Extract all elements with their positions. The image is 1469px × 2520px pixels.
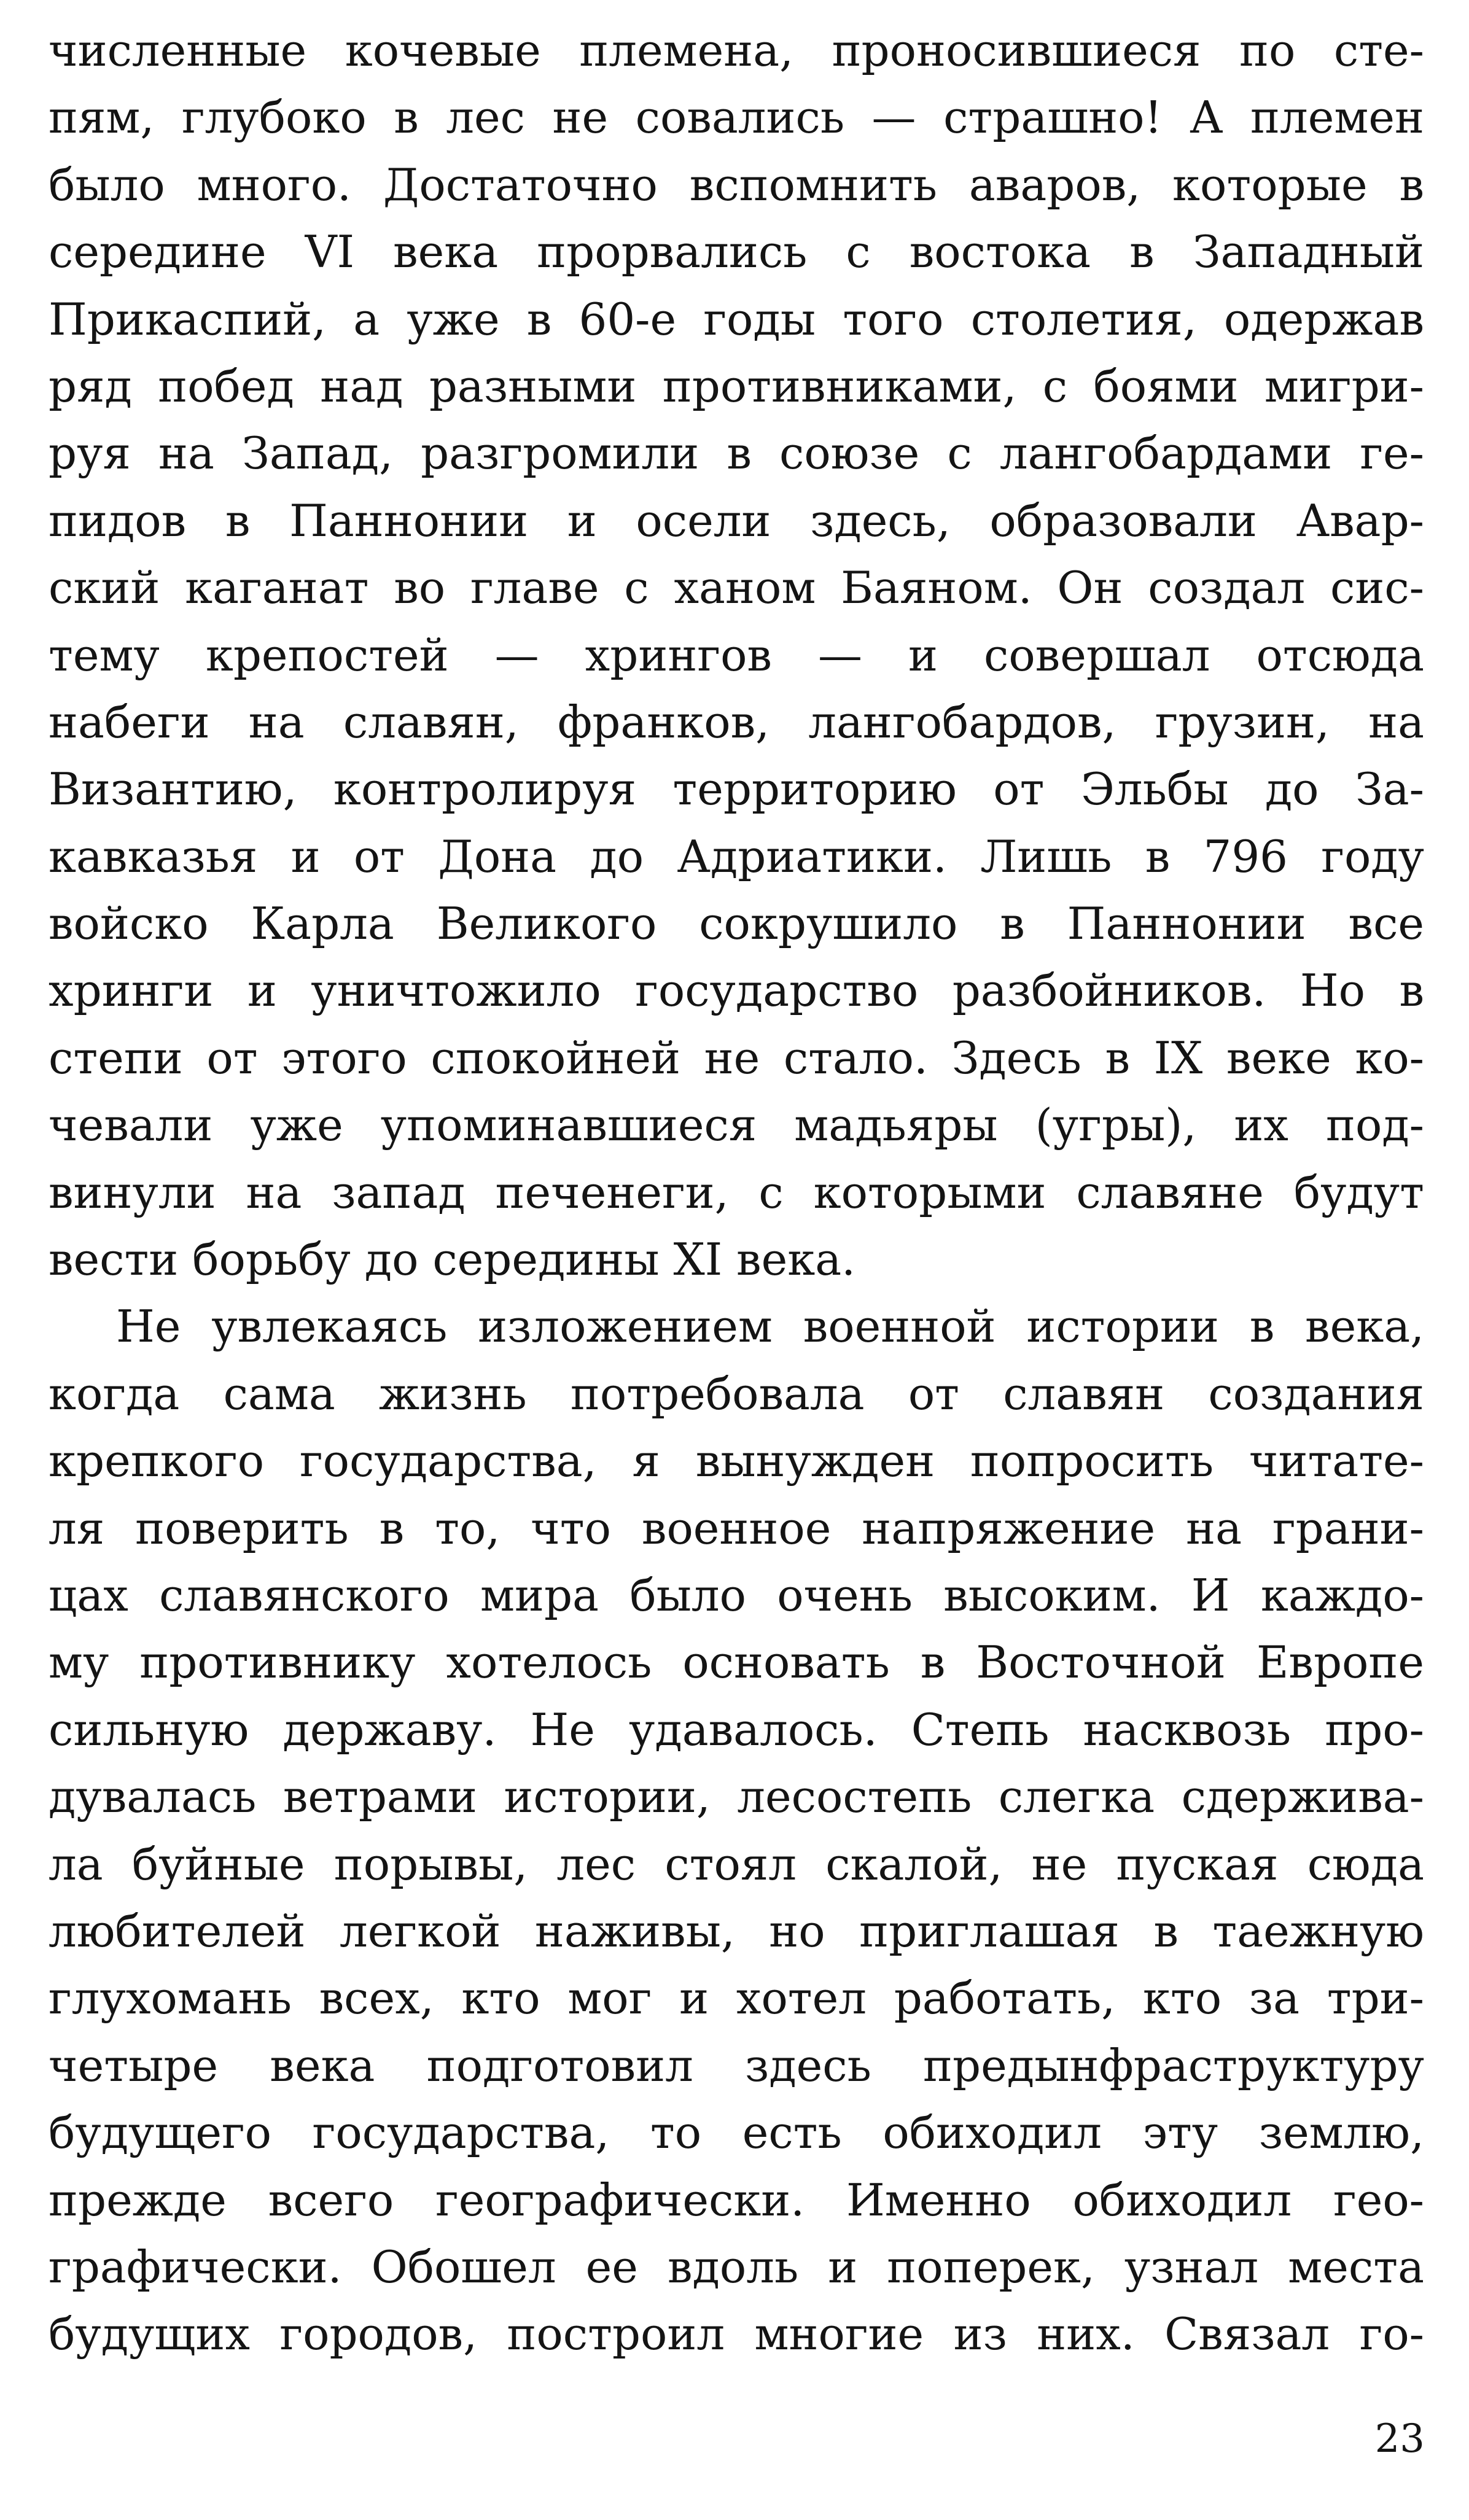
text-line: пидов в Паннонии и осели здесь, образовали Авар-: [49, 494, 1424, 546]
text-line: степи от этого спокойней не стало. Здесь в IX веке ко-: [49, 1032, 1424, 1084]
text-line: кавказья и от Дона до Адриатики. Лишь в 796 году: [49, 830, 1424, 882]
text-line: численные кочевые племена, проносившиеся по сте-: [49, 25, 1424, 76]
text-line: войско Карла Великого сокрушило в Паннонии все: [49, 898, 1424, 950]
text-line: ский каганат во главе с ханом Баяном. Он создал сис-: [49, 562, 1424, 614]
text-line: тему крепостей — хрингов — и совершал отсюда: [49, 629, 1424, 681]
text-line: цах славянского мира было очень высоким. И каждо-: [49, 1569, 1424, 1621]
text-line: руя на Запад, разгромили в союзе с лангобардами ге-: [49, 427, 1424, 480]
text-line: будущих городов, построил многие из них. Связал го-: [49, 2308, 1424, 2360]
text-line: Византию, контролируя территорию от Эльбы до За-: [49, 763, 1424, 815]
text-line: любителей легкой наживы, но приглашая в таежную: [49, 1905, 1424, 1957]
text-line: ряд побед над разными противниками, с боями мигри-: [49, 360, 1424, 412]
text-line: когда сама жизнь потребовала от славян создания: [49, 1367, 1424, 1420]
text-line: глухомань всех, кто мог и хотел работать, кто за три-: [49, 1972, 1424, 2024]
paragraph-1: [49, 17, 1424, 1293]
text-line: му противнику хотелось основать в Восточной Европе: [49, 1636, 1424, 1689]
text-line: Прикаспий, а уже в 60-е годы того столетия, одержав: [49, 293, 1424, 345]
text-line: Не увлекаясь изложением военной истории в века,: [116, 1301, 1424, 1353]
text-line: хринги и уничтожило государство разбойников. Но в: [49, 965, 1424, 1017]
page-number: 23: [1374, 2416, 1425, 2462]
text-line: чевали уже упоминавшиеся мадьяры (угры), их под-: [49, 1099, 1424, 1151]
text-line: середине VI века прорвались с востока в Западный: [49, 226, 1424, 278]
text-line: будущего государства, то есть обиходил эту землю,: [49, 2107, 1424, 2159]
text-line: крепкого государства, я вынужден попросить читате-: [49, 1435, 1424, 1487]
text-line: четыре века подготовил здесь предынфраструктуру: [49, 2039, 1424, 2091]
text-line: пям, глубоко в лес не совались — страшно! А племен: [49, 91, 1424, 144]
text-line: винули на запад печенеги, с которыми славяне будут: [49, 1166, 1424, 1218]
text-line: набеги на славян, франков, лангобардов, грузин, на: [49, 696, 1424, 748]
text-line: вести борьбу до середины XI века.: [49, 1234, 855, 1286]
text-line: ла буйные порывы, лес стоял скалой, не пуская сюда: [49, 1838, 1424, 1890]
text-line: графически. Обошел ее вдоль и поперек, узнал места: [49, 2241, 1424, 2293]
paragraph-2: [49, 1293, 1424, 2368]
body-text: [49, 17, 1424, 2368]
text-line: дувалась ветрами истории, лесостепь слегка сдержива-: [49, 1771, 1424, 1823]
text-line: было много. Достаточно вспомнить аваров, которые в: [49, 158, 1424, 211]
text-line: сильную державу. Не удавалось. Степь насквозь про-: [49, 1703, 1424, 1756]
text-line: ля поверить в то, что военное напряжение на грани-: [49, 1502, 1424, 1554]
text-line: прежде всего географически. Именно обиходил гео-: [49, 2174, 1424, 2226]
